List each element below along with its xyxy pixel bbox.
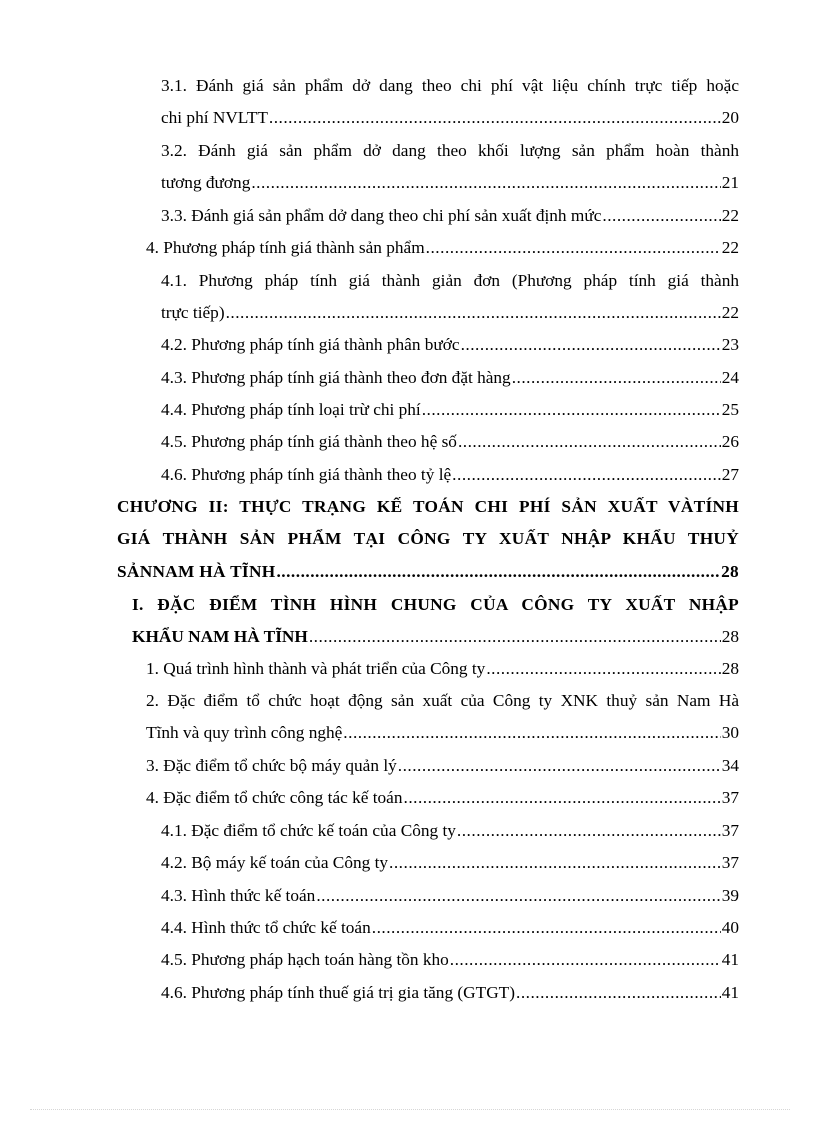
- toc-entry-title: 4.6. Phương pháp tính giá thành theo tỷ lệ: [161, 465, 452, 484]
- toc-entry-2[interactable]: [146, 685, 739, 750]
- toc-entry-title: 4.3. Phương pháp tính giá thành theo đơn đặt hàng: [161, 368, 511, 387]
- toc-chapter-title: SẢNNAM HÀ TĨNH: [117, 561, 276, 581]
- toc-entry-4-1b[interactable]: [161, 815, 739, 847]
- toc-entry-3[interactable]: [146, 750, 739, 782]
- page-number: 28: [721, 561, 739, 581]
- dot-leader: [226, 297, 721, 329]
- toc-entry-title: 4.3. Hình thức kế toán: [161, 886, 316, 905]
- dot-leader: [512, 362, 721, 394]
- toc-entry-title: 4. Đặc điểm tổ chức công tác kế toán: [146, 788, 403, 807]
- toc-entry-title: 4.6. Phương pháp tính thuế giá trị gia tăng (GTGT): [161, 983, 515, 1002]
- dot-leader: [398, 750, 721, 782]
- toc-entry-title: 4.4. Hình thức tổ chức kế toán: [161, 918, 371, 937]
- page-number: 22: [721, 238, 739, 257]
- toc-entry-title: chi phí NVLTT: [161, 108, 268, 128]
- dot-leader: [516, 977, 721, 1009]
- page-number: 23: [721, 335, 739, 354]
- dot-leader: [602, 200, 720, 232]
- toc-entry-1[interactable]: [146, 653, 739, 685]
- toc-entry-title: tương đương: [161, 173, 251, 193]
- dot-leader: [452, 459, 721, 491]
- toc-entry-text: 3.2. Đánh giá sản phẩm dở dang theo khối lượng sản phẩm hoàn thành: [161, 141, 739, 160]
- page-number: 39: [721, 886, 739, 905]
- page-number: 40: [721, 918, 739, 937]
- page-number: 27: [721, 465, 739, 484]
- toc-entry-title: 4.5. Phương pháp hạch toán hàng tồn kho: [161, 950, 449, 969]
- page-number: 41: [721, 983, 739, 1002]
- dot-leader: [276, 556, 720, 588]
- dot-leader: [309, 621, 721, 653]
- dot-leader: [343, 717, 720, 749]
- toc-entry-title: 4.2. Bộ máy kế toán của Công ty: [161, 853, 389, 872]
- toc-entry-4-2b[interactable]: [161, 847, 739, 879]
- toc-entry-4[interactable]: [146, 232, 739, 264]
- page-number: 22: [721, 303, 739, 323]
- page-number: 41: [721, 950, 739, 969]
- page-number: 22: [721, 206, 739, 225]
- dot-leader: [372, 912, 721, 944]
- dot-leader: [269, 102, 721, 134]
- dot-leader: [458, 426, 721, 458]
- toc-entry-title: 4.1. Đặc điểm tổ chức kế toán của Công ty: [161, 821, 456, 840]
- dot-leader: [450, 944, 721, 976]
- page-number: 28: [721, 627, 739, 647]
- toc-entry-title: 4.2. Phương pháp tính giá thành phân bước: [161, 335, 460, 354]
- toc-entry-3-2[interactable]: [161, 135, 739, 200]
- toc-chapter-text: GIÁ THÀNH SẢN PHẨM TẠI CÔNG TY XUẤT NHẬP KHẨU THUỶ: [117, 529, 739, 549]
- toc-chapter-text: CHƯƠNG II: THỰC TRẠNG KẾ TOÁN CHI PHÍ SẢN XUẤT VÀTÍNH: [117, 497, 739, 516]
- toc-entry-title: 3. Đặc điểm tổ chức bộ máy quản lý: [146, 756, 397, 775]
- toc-entry-text: 2. Đặc điểm tổ chức hoạt động sản xuất của Công ty XNK thuỷ sản Nam Hà: [146, 691, 739, 710]
- dot-leader: [404, 782, 721, 814]
- toc-entry-title: 3.3. Đánh giá sản phẩm dở dang theo chi phí sản xuất định mức: [161, 206, 602, 225]
- page-number: 37: [721, 853, 739, 872]
- toc-entry-4-6b[interactable]: [161, 977, 739, 1009]
- dot-leader: [316, 880, 720, 912]
- page-number: 37: [721, 821, 739, 840]
- page-number: 25: [721, 400, 739, 419]
- toc-entry-4b[interactable]: [146, 782, 739, 814]
- toc-section-I[interactable]: [132, 589, 739, 654]
- page-number: 30: [721, 723, 739, 743]
- toc-section-text: I. ĐẶC ĐIỂM TÌNH HÌNH CHUNG CỦA CÔNG TY XUẤT NHẬP: [132, 595, 739, 614]
- toc-entry-title: Tĩnh và quy trình công nghệ: [146, 723, 343, 743]
- toc-entry-title: trực tiếp): [161, 303, 225, 323]
- dot-leader: [251, 167, 720, 199]
- toc-entry-title: 4.4. Phương pháp tính loại trừ chi phí: [161, 400, 421, 419]
- toc-entry-text: 4.1. Phương pháp tính giá thành giản đơn (Phương pháp tính giá thành: [161, 271, 739, 290]
- toc-entry-3-1[interactable]: [161, 70, 739, 135]
- dot-leader: [457, 815, 721, 847]
- page-bottom-border: [30, 1109, 790, 1110]
- toc-chapter-2[interactable]: [117, 491, 739, 588]
- dot-leader: [486, 653, 720, 685]
- dot-leader: [461, 329, 721, 361]
- toc-entry-4-4b[interactable]: [161, 912, 739, 944]
- page-number: 20: [721, 108, 739, 128]
- page-number: 24: [721, 368, 739, 387]
- page-number: 34: [721, 756, 739, 775]
- dot-leader: [422, 394, 721, 426]
- page-number: 28: [721, 659, 739, 678]
- toc-entry-title: 1. Quá trình hình thành và phát triển của Công ty: [146, 659, 486, 678]
- toc-entry-4-6[interactable]: [161, 459, 739, 491]
- dot-leader: [426, 232, 721, 264]
- page-number: 26: [721, 432, 739, 451]
- toc-entry-4-3[interactable]: [161, 362, 739, 394]
- toc-entry-4-3b[interactable]: [161, 880, 739, 912]
- toc-entry-4-2[interactable]: [161, 329, 739, 361]
- toc-entry-4-1[interactable]: [161, 265, 739, 330]
- toc-entry-4-4[interactable]: [161, 394, 739, 426]
- toc-entry-4-5[interactable]: [161, 426, 739, 458]
- toc-entry-text: 3.1. Đánh giá sản phẩm dở dang theo chi phí vật liệu chính trực tiếp hoặc: [161, 76, 739, 95]
- toc-entry-title: 4.5. Phương pháp tính giá thành theo hệ số: [161, 432, 457, 451]
- toc-entry-title: 4. Phương pháp tính giá thành sản phẩm: [146, 238, 425, 257]
- toc-entry-3-3[interactable]: [161, 200, 739, 232]
- page-number: 37: [721, 788, 739, 807]
- dot-leader: [389, 847, 721, 879]
- page-number: 21: [721, 173, 739, 193]
- toc-entry-4-5b[interactable]: [161, 944, 739, 976]
- toc-section-title: KHẨU NAM HÀ TĨNH: [132, 627, 308, 647]
